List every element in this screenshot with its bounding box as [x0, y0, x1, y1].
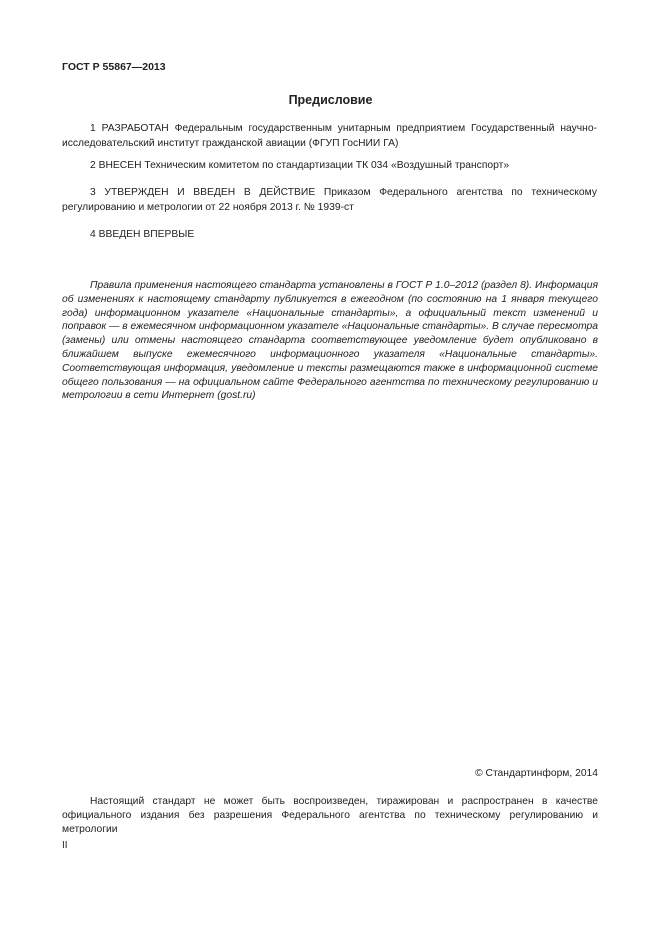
- reproduction-notice: Настоящий стандарт не может быть воспроизведен, тиражирован и распространен в качестве официального издания без разрешения Федерального агентства по техническому регулированию и метрологии: [62, 796, 598, 835]
- item-heading: ВНЕСЕН: [98, 160, 142, 171]
- item-text: Техническим комитетом по стандартизации ТК 034 «Воздушный транспорт»: [144, 160, 510, 171]
- foreword-item-4: [62, 227, 597, 242]
- item-heading: УТВЕРЖДЕН И ВВЕДЕН В ДЕЙСТВИЕ: [104, 187, 316, 198]
- page-number: II: [62, 840, 68, 851]
- item-heading: ВВЕДЕН ВПЕРВЫЕ: [98, 229, 195, 240]
- item-text: Приказом Федерального агентства по техническому регулированию и метрологии от 22 ноября 2013 г. № 1939-ст: [62, 187, 597, 213]
- document-code: ГОСТ Р 55867—2013: [62, 61, 166, 73]
- foreword-item-1: [62, 121, 597, 151]
- copyright: © Стандартинформ, 2014: [475, 768, 598, 779]
- item-number: 4: [90, 229, 96, 240]
- page-title: Предисловие: [288, 93, 373, 107]
- foreword-item-2: [62, 158, 597, 173]
- rules-note: Правила применения настоящего стандарта установлены в ГОСТ Р 1.0–2012 (раздел 8). Информация об изменениях к настоящему стандарту публикуется в ежегодном (по состоянию на 1 января текущего года) информационном указателе «Национальные стандарты», а официальный текст изменений и поправок — в ежемесячном информационном указателе «Национальные стандарты». В случае пересмотра (замены) или отмены настоящего стандарта соответствующее уведомление будет опубликовано в ближайшем выпуске ежемесячного информационного указателя «Национальные стандарты». Соответствующая информация, уведомление и тексты размещаются также в информационной системе общего пользования — на официальном сайте Федерального агентства по техническому регулированию и метрологии в сети Интернет (gost.ru): [62, 280, 598, 402]
- item-number: 2: [90, 160, 96, 171]
- item-text: Федеральным государственным унитарным предприятием Государственный научно-исследовательский институт гражданской авиации (ФГУП ГосНИИ ГА): [62, 123, 597, 149]
- item-heading: РАЗРАБОТАН: [101, 123, 169, 134]
- item-number: 1: [90, 123, 96, 134]
- item-number: 3: [90, 187, 96, 198]
- foreword-item-3: [62, 185, 597, 215]
